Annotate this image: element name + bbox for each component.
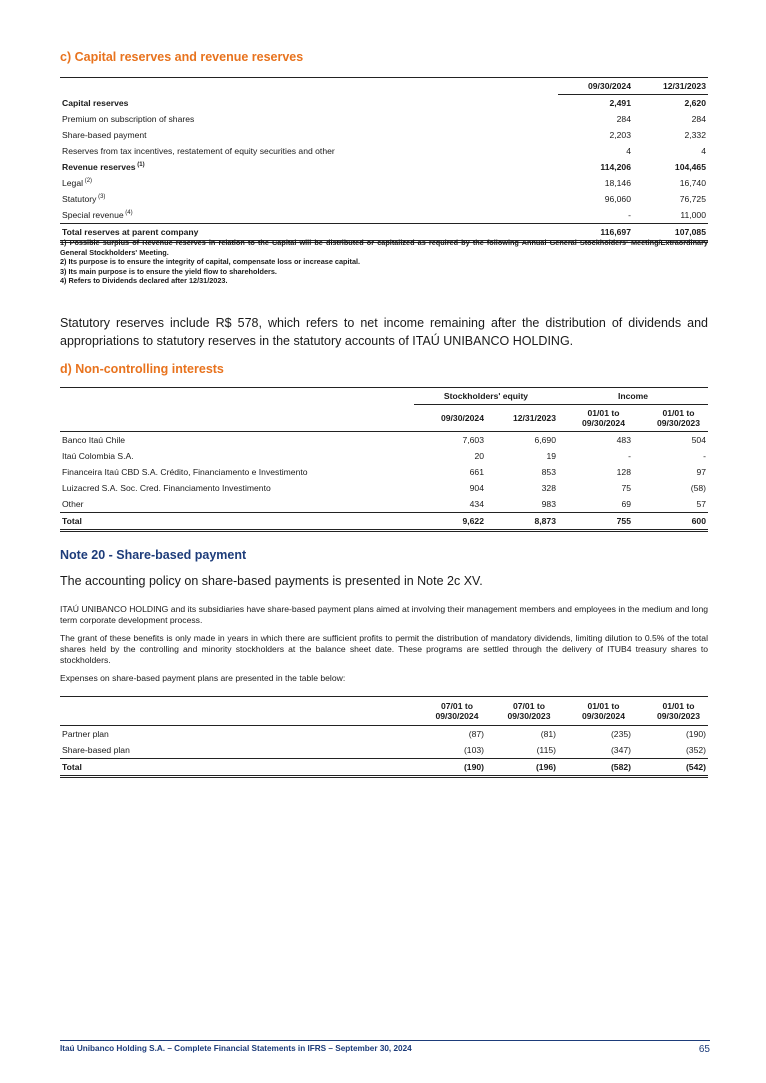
cell-value: 6,690: [534, 434, 556, 445]
cell-value: 904: [469, 482, 484, 493]
col-header: 01/01 to 09/30/2024: [558, 405, 633, 432]
cell-value: -: [628, 210, 631, 220]
table-row: [60, 742, 708, 759]
footnote-ref: (3): [96, 194, 106, 201]
row-label: Itaú Colombia S.A.: [62, 450, 134, 461]
footnote-ref: (1): [135, 162, 145, 169]
table-row: [60, 159, 708, 175]
cell-value: 19: [546, 450, 556, 461]
share-based-expenses-table: [60, 696, 708, 778]
cell-value: 96,060: [604, 194, 631, 204]
row-label: Partner plan: [62, 729, 109, 739]
cell-value: (196): [486, 759, 558, 777]
cell-value: 7,603: [462, 434, 484, 445]
capital-footnotes: [60, 238, 708, 286]
cell-value: 755: [558, 512, 633, 530]
row-label: Revenue reserves $^{(1)}$: [62, 162, 145, 172]
col-header: 07/01 to 09/30/2023: [486, 697, 558, 726]
cell-value: 434: [469, 498, 484, 509]
row-label: Capital reserves: [62, 97, 129, 108]
footnote: 3) Its main purpose is to ensure the yield flow to shareholders.: [60, 266, 277, 276]
cell-value: 11,000: [680, 210, 706, 220]
note20-paragraph: ITAÚ UNIBANCO HOLDING and its subsidiaries have share-based payment plans aimed at involving their management members and employees in the medium and long term corporate development process.: [60, 604, 708, 625]
row-label: Total: [60, 759, 414, 777]
col-header: 01/01 to 09/30/2024: [558, 697, 633, 726]
row-label: Share-based payment: [62, 130, 147, 140]
cell-value: (87): [468, 729, 484, 739]
cell-value: 983: [541, 498, 556, 509]
cell-value: (115): [536, 745, 556, 755]
cell-value: 104,465: [674, 162, 706, 172]
row-label: Total: [60, 512, 414, 530]
table-row: [60, 127, 708, 143]
cell-value: 328: [541, 482, 556, 493]
nci-title: d) Non-controlling interests: [60, 362, 224, 376]
total-row: [60, 759, 708, 777]
table-row: [60, 95, 708, 112]
cell-value: 284: [616, 114, 631, 124]
cell-value: (81): [540, 729, 556, 739]
row-label: Banco Itaú Chile: [62, 434, 126, 445]
group-header-equity: Stockholders' equity: [414, 388, 558, 405]
page-footer: [60, 1040, 710, 1053]
row-label: Total reserves at parent company: [60, 224, 558, 242]
cell-value: 2,203: [609, 130, 631, 140]
cell-value: (103): [463, 745, 484, 755]
group-header-income: Income: [558, 388, 708, 405]
cell-value: 76,725: [679, 194, 706, 204]
cell-value: 661: [469, 466, 484, 477]
row-label: Financeira Itaú CBD S.A. Crédito, Financiamento e Investimento: [62, 466, 308, 477]
row-label: Statutory $^{(3)}$: [62, 194, 106, 204]
col-header: 07/01 to 09/30/2024: [414, 697, 486, 726]
cell-value: 284: [691, 114, 706, 124]
cell-value: (582): [558, 759, 633, 777]
note20-paragraph: Expenses on share-based payment plans are presented in the table below:: [60, 673, 346, 683]
footnote-ref: (2): [83, 178, 93, 185]
table-row: [60, 464, 708, 480]
cell-value: (58): [690, 482, 706, 493]
cell-value: 2,620: [684, 98, 706, 108]
footnote: 1) Possible surplus of Revenue reserves in relation to the Capital will be distributed or capitalized as required by the following Annual General Stockholders' Meeting/Extraordinary General Stockholders' Meeting.: [60, 238, 708, 257]
cell-value: 75: [621, 482, 631, 493]
capital-reserves-title: c) Capital reserves and revenue reserves: [60, 50, 304, 64]
cell-value: -: [703, 450, 706, 461]
col-header: 09/30/2024: [414, 405, 486, 432]
row-label: Legal $^{(2)}$: [62, 178, 93, 188]
row-label: Premium on subscription of shares: [62, 114, 195, 124]
table-row: [60, 480, 708, 496]
row-label: Reserves from tax incentives, restatement of equity securities and other: [62, 146, 335, 156]
footnote: 4) Refers to Dividends declared after 12/31/2023.: [60, 276, 228, 285]
cell-value: 128: [616, 466, 631, 477]
cell-value: (190): [414, 759, 486, 777]
nci-table: [60, 387, 708, 532]
table-row: [60, 191, 708, 207]
cell-value: (542): [633, 759, 708, 777]
cell-value: 69: [621, 498, 631, 509]
col-header: 12/31/2023: [486, 405, 558, 432]
col-header: 09/30/2024: [558, 78, 633, 95]
row-label: Special revenue $^{(4)}$: [62, 210, 133, 220]
row-label: Luizacred S.A. Soc. Cred. Financiamento Investimento: [62, 482, 271, 493]
note20-intro: The accounting policy on share-based payments is presented in Note 2c XV.: [60, 574, 483, 588]
cell-value: 4: [701, 146, 706, 156]
cell-value: (352): [685, 745, 706, 755]
cell-value: 504: [691, 434, 706, 445]
table-row: [60, 726, 708, 743]
page-number: 65: [698, 1044, 710, 1055]
note20-paragraph: The grant of these benefits is only made in years in which there are sufficient profits to permit the distribution of mandatory dividends, limiting dilution to 0.5% of the total shares held by the controlling and minority stockholders at the balance sheet date. These programs are settled through the delivery of ITUB4 treasury shares to stockholders.: [60, 633, 708, 665]
table-row: [60, 448, 708, 464]
col-header: 12/31/2023: [633, 78, 708, 95]
cell-value: 4: [626, 146, 631, 156]
cell-value: 8,873: [486, 512, 558, 530]
table-row: [60, 111, 708, 127]
capital-reserves-table: [60, 77, 708, 243]
cell-value: (190): [685, 729, 706, 739]
cell-value: 18,146: [604, 178, 631, 188]
footer-text: Itaú Unibanco Holding S.A. – Complete Financial Statements in IFRS – September 30, 2024: [60, 1044, 412, 1053]
cell-value: (347): [610, 745, 631, 755]
cell-value: 16,740: [679, 178, 706, 188]
cell-value: 2,491: [609, 98, 631, 108]
cell-value: 2,332: [684, 130, 706, 140]
cell-value: 107,085: [633, 224, 708, 242]
footnote: 2) Its purpose is to ensure the integrity of capital, compensate loss or increase capital.: [60, 257, 361, 266]
cell-value: 116,697: [558, 224, 633, 242]
table-row: [60, 496, 708, 513]
cell-value: 853: [541, 466, 556, 477]
row-label: Other: [62, 498, 84, 509]
cell-value: 114,206: [600, 162, 631, 172]
cell-value: 57: [696, 498, 706, 509]
note20-title: Note 20 - Share-based payment: [60, 548, 247, 562]
footnote-ref: (4): [123, 210, 133, 217]
table-row: [60, 431, 708, 448]
cell-value: (235): [610, 729, 631, 739]
cell-value: 9,622: [414, 512, 486, 530]
statutory-reserves-text: Statutory reserves include R$ 578, which refers to net income remaining after the distribution of dividends and appropriations to statutory reserves in the statutory accounts of ITAÚ UNIBANCO HOLDING.: [60, 316, 708, 348]
total-row: [60, 512, 708, 530]
col-header: 01/01 to 09/30/2023: [633, 405, 708, 432]
row-label: Share-based plan: [62, 745, 130, 755]
cell-value: -: [628, 450, 631, 461]
table-row: [60, 207, 708, 224]
cell-value: 483: [616, 434, 631, 445]
cell-value: 97: [696, 466, 706, 477]
table-row: [60, 175, 708, 191]
note20-body: [60, 604, 708, 684]
col-header: 01/01 to 09/30/2023: [633, 697, 708, 726]
cell-value: 20: [474, 450, 484, 461]
table-row: [60, 143, 708, 159]
cell-value: 600: [633, 512, 708, 530]
